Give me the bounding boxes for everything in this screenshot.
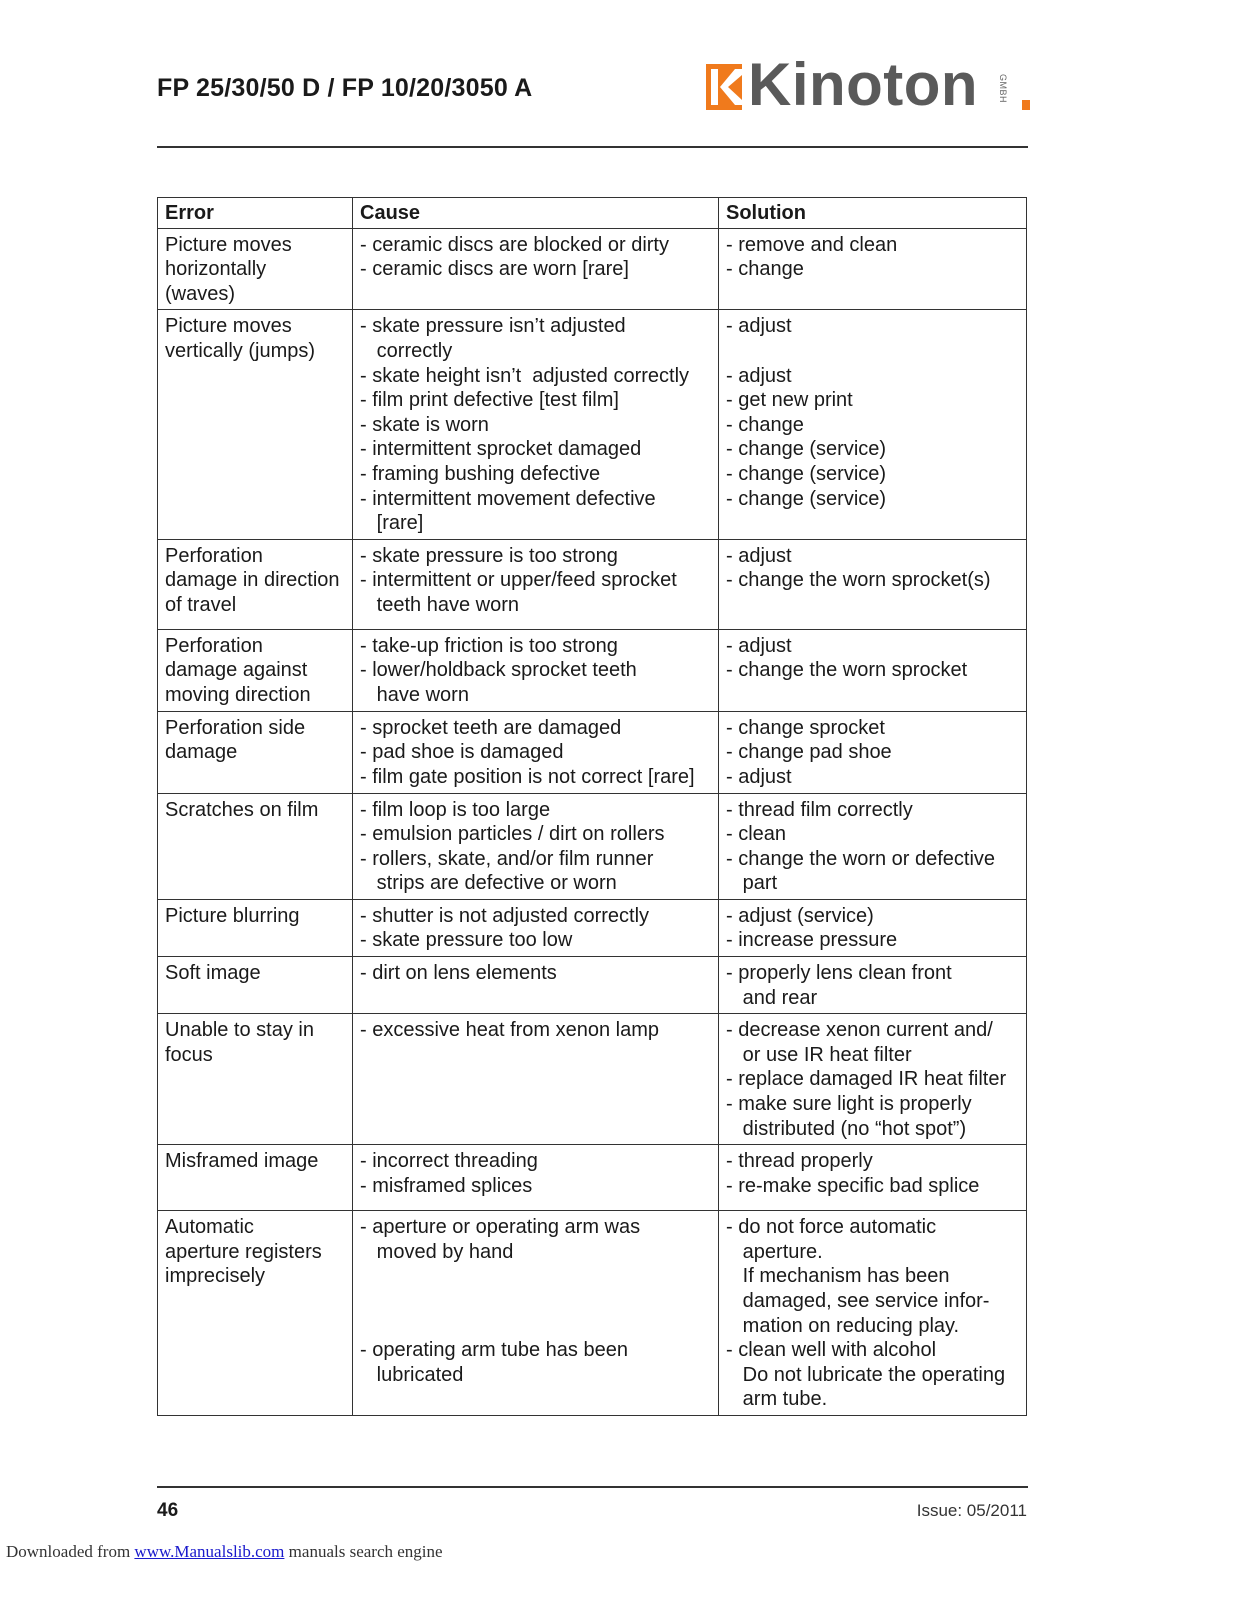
table-row bbox=[158, 957, 1027, 1014]
error-cell bbox=[158, 629, 353, 711]
logo-gmbh: GMBH bbox=[998, 74, 1008, 103]
table-row bbox=[158, 310, 1027, 539]
error-line: damage bbox=[165, 741, 238, 764]
solution-line: - properly lens clean front bbox=[726, 962, 952, 985]
page-number: 46 bbox=[157, 1500, 179, 1521]
solution-line: - adjust bbox=[726, 315, 792, 338]
solution-cell bbox=[719, 228, 1027, 310]
error-cell bbox=[158, 1145, 353, 1211]
error-line: Soft image bbox=[165, 962, 261, 985]
cause-cell bbox=[353, 711, 719, 793]
download-suffix: manuals search engine bbox=[284, 1542, 443, 1561]
cause-cell bbox=[353, 957, 719, 1014]
table-row bbox=[158, 1145, 1027, 1211]
cause-line: moved by hand bbox=[360, 1240, 514, 1263]
solution-line: - do not force automatic bbox=[726, 1216, 937, 1239]
error-line: vertically (jumps) bbox=[165, 339, 316, 362]
cause-line: - misframed splices bbox=[360, 1174, 533, 1197]
error-line: aperture registers bbox=[165, 1240, 322, 1263]
cause-line: - skate pressure is too strong bbox=[360, 544, 618, 567]
cause-line: teeth have worn bbox=[360, 593, 519, 616]
table-row bbox=[158, 539, 1027, 629]
cause-line: - operating arm tube has been bbox=[360, 1339, 628, 1362]
error-cell bbox=[158, 957, 353, 1014]
error-line: of travel bbox=[165, 593, 237, 616]
cause-line bbox=[360, 1314, 712, 1339]
solution-line: - change the worn sprocket(s) bbox=[726, 569, 991, 592]
cause-line: [rare] bbox=[360, 512, 424, 535]
page-title: FP 25/30/50 D / FP 10/20/3050 A bbox=[157, 74, 533, 102]
column-header-cause: Cause bbox=[353, 198, 719, 229]
solution-cell bbox=[719, 899, 1027, 956]
cause-line bbox=[360, 1289, 712, 1314]
solution-line: Do not lubricate the operating bbox=[726, 1363, 1006, 1386]
error-line: imprecisely bbox=[165, 1265, 266, 1288]
error-line: damage in direction bbox=[165, 569, 340, 592]
solution-line: distributed (no “hot spot”) bbox=[726, 1117, 967, 1140]
solution-line: - clean bbox=[726, 823, 787, 846]
cause-line: - lower/holdback sprocket teeth bbox=[360, 659, 637, 682]
error-line: horizontally bbox=[165, 258, 267, 281]
solution-cell bbox=[719, 793, 1027, 899]
logo-wordmark: Kinoton bbox=[748, 51, 979, 118]
header-rule bbox=[157, 146, 1028, 148]
error-cell bbox=[158, 539, 353, 629]
solution-cell bbox=[719, 1211, 1027, 1416]
solution-line: - increase pressure bbox=[726, 929, 898, 952]
cause-line bbox=[360, 1264, 712, 1289]
solution-line: - change sprocket bbox=[726, 716, 885, 739]
error-line: damage against bbox=[165, 659, 308, 682]
solution-cell bbox=[719, 1014, 1027, 1145]
error-cell bbox=[158, 793, 353, 899]
cause-line: - dirt on lens elements bbox=[360, 962, 557, 985]
cause-cell bbox=[353, 1145, 719, 1211]
solution-line: - change the worn or defective bbox=[726, 847, 996, 870]
cause-line: - emulsion particles / dirt on rollers bbox=[360, 823, 665, 846]
cause-line: - skate height isn’t adjusted correctly bbox=[360, 364, 690, 387]
error-line: Scratches on film bbox=[165, 798, 319, 821]
solution-line: arm tube. bbox=[726, 1388, 828, 1411]
solution-line: - change pad shoe bbox=[726, 741, 892, 764]
solution-line: - replace damaged IR heat filter bbox=[726, 1068, 1007, 1091]
solution-cell bbox=[719, 539, 1027, 629]
solution-line: - clean well with alcohol bbox=[726, 1339, 937, 1362]
column-header-error: Error bbox=[158, 198, 353, 229]
cause-line: - excessive heat from xenon lamp bbox=[360, 1019, 660, 1042]
solution-line bbox=[726, 339, 1020, 364]
table-row bbox=[158, 793, 1027, 899]
error-line: Perforation bbox=[165, 634, 263, 657]
cause-line: - film gate position is not correct [rare] bbox=[360, 765, 695, 788]
solution-line: - adjust bbox=[726, 544, 792, 567]
cause-line: - take-up friction is too strong bbox=[360, 634, 618, 657]
cause-line: have worn bbox=[360, 683, 469, 706]
cause-cell bbox=[353, 539, 719, 629]
solution-line: - change bbox=[726, 258, 804, 281]
solution-line: - re-make specific bad splice bbox=[726, 1174, 980, 1197]
error-line: Perforation bbox=[165, 544, 263, 567]
cause-cell bbox=[353, 1211, 719, 1416]
solution-line: - adjust (service) bbox=[726, 904, 874, 927]
cause-line: strips are defective or worn bbox=[360, 872, 617, 895]
error-cell bbox=[158, 899, 353, 956]
cause-cell bbox=[353, 1014, 719, 1145]
cause-line: - pad shoe is damaged bbox=[360, 741, 564, 764]
solution-line: - thread properly bbox=[726, 1150, 873, 1173]
manualslib-link[interactable]: www.Manualslib.com bbox=[134, 1542, 285, 1561]
solution-line: - change the worn sprocket bbox=[726, 659, 968, 682]
cause-line: - rollers, skate, and/or film runner bbox=[360, 847, 654, 870]
cause-cell bbox=[353, 899, 719, 956]
error-line: moving direction bbox=[165, 683, 311, 706]
cause-line: - film print defective [test film] bbox=[360, 389, 619, 412]
solution-line: or use IR heat filter bbox=[726, 1043, 912, 1066]
cause-line: - skate pressure isn’t adjusted bbox=[360, 315, 626, 338]
solution-line: - decrease xenon current and/ bbox=[726, 1019, 993, 1042]
error-line: focus bbox=[165, 1043, 213, 1066]
solution-line: - make sure light is properly bbox=[726, 1093, 972, 1116]
kinoton-logo bbox=[706, 51, 1036, 118]
cause-line: - intermittent sprocket damaged bbox=[360, 438, 642, 461]
column-header-solution: Solution bbox=[719, 198, 1027, 229]
cause-line: - incorrect threading bbox=[360, 1150, 538, 1173]
solution-cell bbox=[719, 310, 1027, 539]
cause-line: - film loop is too large bbox=[360, 798, 551, 821]
troubleshooting-table bbox=[157, 197, 1027, 1416]
solution-line: - adjust bbox=[726, 634, 792, 657]
table-row bbox=[158, 228, 1027, 310]
cause-line: - ceramic discs are blocked or dirty bbox=[360, 233, 669, 256]
solution-cell bbox=[719, 1145, 1027, 1211]
solution-line: - change bbox=[726, 413, 804, 436]
cause-cell bbox=[353, 310, 719, 539]
solution-line: - adjust bbox=[726, 364, 792, 387]
solution-line: damaged, see service infor- bbox=[726, 1290, 990, 1312]
solution-cell bbox=[719, 957, 1027, 1014]
solution-line: - change (service) bbox=[726, 462, 887, 485]
cause-line: correctly bbox=[360, 339, 453, 362]
footer-rule bbox=[157, 1486, 1028, 1488]
error-cell bbox=[158, 1211, 353, 1416]
error-line: Picture blurring bbox=[165, 904, 300, 927]
solution-line: - adjust bbox=[726, 765, 792, 788]
cause-line: - intermittent movement defective bbox=[360, 487, 656, 510]
cause-cell bbox=[353, 793, 719, 899]
error-line: Picture moves bbox=[165, 233, 292, 256]
cause-line: - skate is worn bbox=[360, 413, 489, 436]
table-row bbox=[158, 1211, 1027, 1416]
error-line: (waves) bbox=[165, 282, 236, 305]
table-row bbox=[158, 1014, 1027, 1145]
cause-cell bbox=[353, 629, 719, 711]
cause-line: - skate pressure too low bbox=[360, 929, 573, 952]
solution-line: - remove and clean bbox=[726, 233, 898, 256]
error-line: Perforation side bbox=[165, 716, 306, 739]
error-cell bbox=[158, 711, 353, 793]
issue-date: Issue: 05/2011 bbox=[916, 1501, 1027, 1520]
solution-line: and rear bbox=[726, 986, 818, 1009]
table-header-row bbox=[158, 198, 1027, 229]
error-cell bbox=[158, 228, 353, 310]
solution-line: If mechanism has been bbox=[726, 1265, 950, 1288]
error-line: Automatic bbox=[165, 1216, 254, 1239]
solution-line: aperture. bbox=[726, 1240, 823, 1263]
logo-dot bbox=[1022, 100, 1030, 110]
error-cell bbox=[158, 310, 353, 539]
solution-cell bbox=[719, 629, 1027, 711]
cause-line: - shutter is not adjusted correctly bbox=[360, 904, 650, 927]
cause-line: - intermittent or upper/feed sprocket bbox=[360, 569, 677, 592]
table-row bbox=[158, 899, 1027, 956]
download-prefix: Downloaded from bbox=[6, 1542, 135, 1561]
table-row bbox=[158, 629, 1027, 711]
solution-line: mation on reducing play. bbox=[726, 1314, 960, 1337]
error-line: Misframed image bbox=[165, 1150, 319, 1173]
solution-line: - change (service) bbox=[726, 487, 887, 510]
error-cell bbox=[158, 1014, 353, 1145]
solution-cell bbox=[719, 711, 1027, 793]
solution-line: - get new print bbox=[726, 389, 853, 412]
cause-cell bbox=[353, 228, 719, 310]
solution-line: - change (service) bbox=[726, 438, 887, 461]
cause-line: - framing bushing defective bbox=[360, 462, 601, 485]
kinoton-k-mark-icon bbox=[706, 64, 742, 110]
download-notice bbox=[6, 1542, 443, 1562]
solution-line: - thread film correctly bbox=[726, 798, 913, 821]
cause-line: - aperture or operating arm was bbox=[360, 1216, 641, 1239]
error-line: Picture moves bbox=[165, 315, 292, 338]
error-line: Unable to stay in bbox=[165, 1019, 314, 1042]
table-body bbox=[158, 228, 1027, 1415]
solution-line: part bbox=[726, 872, 778, 895]
cause-line: lubricated bbox=[360, 1363, 464, 1386]
cause-line: - sprocket teeth are damaged bbox=[360, 716, 622, 739]
table-row bbox=[158, 711, 1027, 793]
cause-line: - ceramic discs are worn [rare] bbox=[360, 258, 629, 281]
